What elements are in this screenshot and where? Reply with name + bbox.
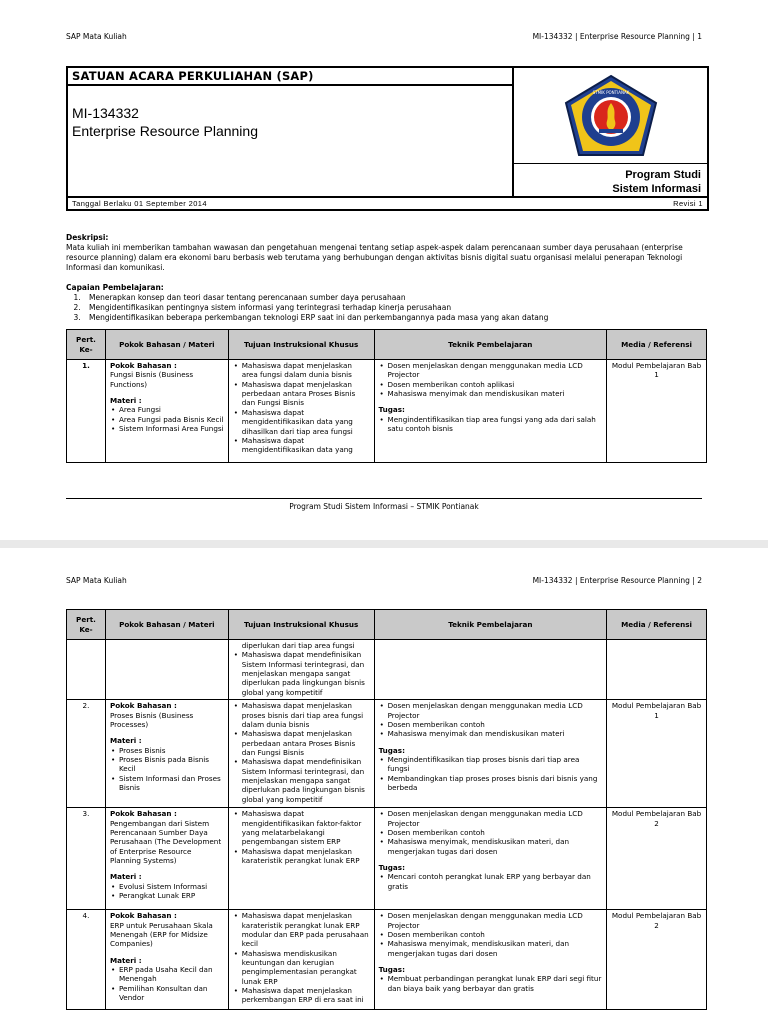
list-item: • Mahasiswa dapat mengidentifikasikan data yang dihasilkan dari tiap area fungsi [233,408,370,436]
list-item: • ERP pada Usaha Kecil dan Menengah [110,965,224,984]
tugas-label: Tugas: [378,862,405,872]
sap-left-panel [68,68,514,198]
list-item: • Proses Bisnis pada Bisnis Kecil [110,755,224,774]
list-item: • Mahasiswa menyimak dan mendiskusikan materi [379,729,603,738]
tugas-label: Tugas: [378,405,405,415]
teknik-list [379,809,603,856]
list-item: • Sistem Informasi dan Proses Bisnis [110,774,224,793]
header-left: SAP Mata Kuliah [66,32,127,41]
row-number: 3. [67,808,106,910]
th-media: Media / Referensi [607,330,707,360]
list-item: • Dosen memberikan contoh [379,828,603,837]
pokok-cell [105,700,228,808]
teknik-cell [374,700,607,808]
pokok-text: ERP untuk Perusahaan Skala Menengah (ERP for Midsize Companies) [109,920,213,949]
capaian-section [66,283,703,324]
pokok-text: Pengembangan dari Sistem Perencanaan Sumber Daya Perusahaan (The Development of Enterprise Resource Planning Systems) [109,818,222,865]
teknik-list [379,361,603,398]
capaian-item: 2. Mengidentifikasikan pentingnya sistem informasi yang terintegrasi terhadap kinerja perusahaan [83,303,703,313]
tujuan-cell [228,910,374,1010]
page-header [66,576,702,585]
course-name: Enterprise Resource Planning [72,123,258,140]
prodi-line-1: Program Studi [625,169,701,181]
tujuan-cell [228,360,374,463]
logo-cell [514,68,707,164]
tugas-list [379,415,603,434]
media-cell: Modul Pembelajaran Bab 2 [607,808,707,910]
sap-table-page-1 [66,329,707,463]
row-number: 4. [67,910,106,1010]
teknik-list [379,911,603,958]
pokok-label: Pokok Bahasan : [109,361,177,370]
table-row [67,910,707,1010]
tujuan-continued: diperlukan dari tiap area fungsi [241,641,355,650]
media-cell: Modul Pembelajaran Bab 2 [607,910,707,1010]
list-item: • Mahasiswa dapat menjelaskan proses bisnis dari tiap area fungsi dalam dunia bisnis [233,701,370,729]
table-row [67,808,707,910]
materi-label: Materi : [109,736,142,746]
table-row [67,360,707,463]
sap-table-page-2 [66,609,707,1010]
stmik-logo [563,73,659,159]
deskripsi-section [66,233,703,274]
list-item: • Dosen menjelaskan dengan menggunakan media LCD Projector [379,701,603,720]
prodi-line-2: Sistem Informasi [612,182,701,195]
logo-lettering: STMIK PONTIANAK [592,89,629,95]
pokok-text: Proses Bisnis (Business Processes) [109,710,194,729]
table-row [67,700,707,808]
list-item: • Sistem Informasi Area Fungsi [110,424,224,433]
pokok-cell [105,910,228,1010]
course-code: MI-134332 [72,105,139,121]
th-pertemuan: Pert. Ke- [67,610,106,640]
th-teknik: Teknik Pembelajaran [374,610,607,640]
capaian-item: 1. Menerapkan konsep dan teori dasar tentang perencanaan sumber daya perusahaan [83,293,703,303]
tujuan-list [233,809,370,865]
media-cell: Modul Pembelajaran Bab 1 [607,360,707,463]
teknik-list [379,701,603,738]
sap-title-box [66,66,709,211]
materi-list [110,746,224,793]
list-item: • Perangkat Lunak ERP [110,891,224,900]
pokok-text: Fungsi Bisnis (Business Functions) [109,370,194,389]
th-media: Media / Referensi [607,610,707,640]
capaian-item: 3. Mengidentifikasikan beberapa perkembangan teknologi ERP saat ini dan perkembangannya pada masa yang akan datang [83,313,703,323]
th-pokok: Pokok Bahasan / Materi [105,610,228,640]
th-pertemuan: Pert. Ke- [67,330,106,360]
header-right: MI-134332 | Enterprise Resource Planning | 2 [532,576,702,585]
th-teknik: Teknik Pembelajaran [374,330,607,360]
tujuan-cell [228,640,374,700]
list-item: • Mahasiswa dapat menjelaskan area fungsi dalam dunia bisnis [233,361,370,380]
deskripsi-text: Mata kuliah ini memberikan tambahan wawasan dan pengetahuan mengenai tentang setiap aspek-aspek dalam perencanaan sumber daya perusahaan (enterprise resource planning) dalam era ekonomi baru berbasis web terutama yang berhubungan dengan aktivitas bisnis digital suatu organisasi melalui penerapan Teknologi Informasi dan komunikasi. [66,243,683,273]
table-header-row [67,330,707,360]
list-item: • Dosen memberikan contoh [379,930,603,939]
list-item: • Mencari contoh perangkat lunak ERP yang berbayar dan gratis [379,872,603,891]
materi-list [110,882,224,901]
list-item: • Mahasiswa menyimak, mendiskusikan materi, dan mengerjakan tugas dari dosen [379,939,603,958]
list-item: • Evolusi Sistem Informasi [110,882,224,891]
list-item: • Dosen menjelaskan dengan menggunakan media LCD Projector [379,911,603,930]
list-item: • Mengindentifikasikan tiap proses bisnis dari tiap area fungsi [379,755,603,774]
th-pokok: Pokok Bahasan / Materi [105,330,228,360]
pokok-cell [105,360,228,463]
media-cell: Modul Pembelajaran Bab 1 [607,700,707,808]
row-number: 1. [67,360,106,463]
tujuan-cell [228,808,374,910]
list-item: • Mahasiswa mendiskusikan keuntungan dan kerugian pengimplementasian perangkat lunak ERP [233,949,370,986]
pokok-label: Pokok Bahasan : [109,701,177,711]
tugas-label: Tugas: [378,745,405,755]
program-studi [612,169,701,197]
list-item: • Mahasiswa dapat menjelaskan perbedaan antara Proses Bisnis dan Fungsi Bisnis [233,729,370,757]
list-item: • Mahasiswa dapat mendefinisikan Sistem Informasi terintegrasi, dan menjelaskan mengapa sangat diperlukan pada lingkungan bisnis global yang kompetitif [233,757,370,804]
revisi: Revisi 1 [673,199,703,208]
tujuan-cell [228,700,374,808]
deskripsi-label: Deskripsi: [66,233,109,242]
list-item: • Mahasiswa dapat mengidentifikasikan faktor-faktor yang melatarbelakangi pengembangan sistem ERP [233,809,370,846]
list-item: • Mahasiswa menyimak, mendiskusikan materi, dan mengerjakan tugas dari dosen [379,837,603,856]
materi-list [110,965,224,1002]
list-item: • Membuat perbandingan perangkat lunak ERP dari segi fitur dan biaya baik yang berbayar dan gratis [379,974,603,993]
teknik-cell [374,808,607,910]
sap-right-panel [514,68,707,198]
course-info [68,86,512,140]
tujuan-list [233,911,370,1005]
th-tujuan: Tujuan Instruksional Khusus [228,330,374,360]
list-item: • Mahasiswa dapat mendefinisikan Sistem Informasi terintegrasi, dan menjelaskan mengapa sangat diperlukan pada lingkungan bisnis global yang kompetitif [233,650,370,697]
materi-label: Materi : [109,396,142,406]
teknik-cell [374,360,607,463]
list-item: • Proses Bisnis [110,746,224,755]
list-item: • Pemilihan Konsultan dan Vendor [110,984,224,1003]
sap-title: SATUAN ACARA PERKULIAHAN (SAP) [68,68,512,86]
tanggal-berlaku: Tanggal Berlaku 01 September 2014 [72,199,207,208]
table-header-row [67,610,707,640]
materi-label: Materi : [109,955,142,965]
tujuan-list [233,701,370,804]
list-item: • Area Fungsi [110,405,224,414]
capaian-list [83,293,703,323]
tugas-list [379,974,603,993]
teknik-cell [374,910,607,1010]
list-item: • Mengindentifikasikan tiap area fungsi yang ada dari salah satu contoh bisnis [379,415,603,434]
tugas-list [379,755,603,792]
th-tujuan: Tujuan Instruksional Khusus [228,610,374,640]
materi-label: Materi : [109,872,142,882]
list-item: • Dosen menjelaskan dengan menggunakan media LCD Projector [379,809,603,828]
pokok-cell [105,808,228,910]
pokok-label: Pokok Bahasan : [109,911,177,921]
list-item: • Area Fungsi pada Bisnis Kecil [110,415,224,424]
list-item: • Dosen memberikan contoh [379,720,603,729]
capaian-label: Capaian Pembelajaran: [66,283,164,292]
page-footer: Program Studi Sistem Informasi – STMIK Pontianak [66,498,702,511]
tugas-list [379,872,603,891]
list-item: • Membandingkan tiap proses proses bisnis dari bisnis yang berbeda [379,774,603,793]
list-item: • Mahasiswa dapat menjelaskan karateristik perangkat lunak ERP modular dan ERP pada perusahaan kecil [233,911,370,948]
list-item: • Mahasiswa dapat menjelaskan perbedaan antara Proses Bisnis dan Fungsi Bisnis [233,380,370,408]
page-header [66,32,702,41]
tujuan-list [233,650,370,697]
tujuan-list [233,361,370,455]
list-item: • Dosen memberikan contoh aplikasi [379,380,603,389]
header-right: MI-134332 | Enterprise Resource Planning | 1 [532,32,702,41]
materi-list [110,405,224,433]
list-item: • Mahasiswa dapat menjelaskan perkembangan ERP di era saat ini [233,986,370,1005]
table-row-continued [67,640,707,700]
list-item: • Mahasiswa dapat mengidentifikasikan data yang [233,436,370,455]
pokok-label: Pokok Bahasan : [109,809,177,819]
list-item: • Mahasiswa dapat menjelaskan karateristik perangkat lunak ERP [233,847,370,866]
list-item: • Dosen menjelaskan dengan menggunakan media LCD Projector [379,361,603,380]
sap-bottom-bar [68,196,707,209]
header-left: SAP Mata Kuliah [66,576,127,585]
list-item: • Mahasiswa menyimak dan mendiskusikan materi [379,389,603,398]
row-number: 2. [67,700,106,808]
tugas-label: Tugas: [378,964,405,974]
